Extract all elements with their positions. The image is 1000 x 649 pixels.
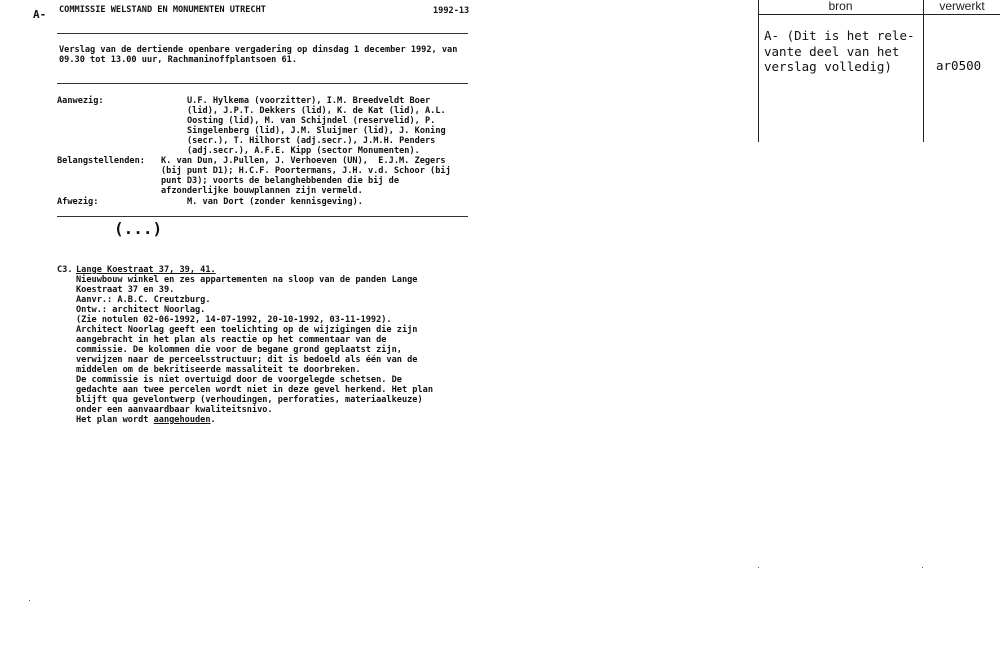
decision-prefix: Het plan wordt <box>76 415 154 425</box>
divider <box>57 83 468 84</box>
divider <box>57 216 468 217</box>
present-line: Oosting (lid), M. van Schijndel (reservelid), P. <box>187 116 436 126</box>
item-line: middelen om de bekritiseerde massaliteit te doorbreken. <box>76 365 361 375</box>
interested-line: punt D3); voorts de belanghebbenden die bij de <box>161 176 399 186</box>
present-label: Aanwezig: <box>57 96 104 106</box>
intro-line-1: Verslag van de dertiende openbare vergadering op dinsdag 1 december 1992, van <box>59 45 458 55</box>
margin-marker: A- <box>33 8 47 21</box>
item-line: aangebracht in het plan als reactie op het commentaar van de <box>76 335 387 345</box>
item-line: Ontw.: architect Noorlag. <box>76 305 206 315</box>
interested-label: Belangstellenden: <box>57 156 145 166</box>
source-note: A- (Dit is het rele- vante deel van het verslag volledig) <box>764 28 915 74</box>
table-border <box>758 14 1000 15</box>
source-column-header: bron <box>828 0 853 13</box>
header-code: 1992-13 <box>433 6 470 16</box>
scan-speck <box>758 567 759 568</box>
interested-line: K. van Dun, J.Pullen, J. Verhoeven (UN), E.J.M. Zegers <box>161 156 446 166</box>
item-line: Aanvr.: A.B.C. Creutzburg. <box>76 295 211 305</box>
item-line: onder een aanvaardbaar kwaliteitsnivo. <box>76 405 273 415</box>
source-table <box>758 0 1000 142</box>
intro-line-2: 09.30 tot 13.00 uur, Rachmaninoffplantsoen 61. <box>59 55 297 65</box>
decision-suffix: . <box>210 415 216 425</box>
item-title: Lange Koestraat 37, 39, 41. <box>76 265 216 275</box>
interested-line: (bij punt D1); H.C.F. Poortermans, J.H. v.d. Schoor (bij <box>161 166 451 176</box>
absent-label: Afwezig: <box>57 197 99 207</box>
item-line: verwijzen naar de perceelsstructuur; dit is bedoeld als één van de <box>76 355 418 365</box>
item-line: commissie. De kolommen die voor de begane grond geplaatst zijn, <box>76 345 402 355</box>
processed-column-header: verwerkt <box>939 0 985 13</box>
archive-code: ar0500 <box>936 58 982 73</box>
present-line: (adj.secr.), A.F.E. Kipp (sector Monumenten). <box>187 146 420 156</box>
decision-status: aangehouden <box>153 415 211 425</box>
interested-line: afzonderlijke bouwplannen zijn vermeld. <box>161 186 363 196</box>
header-title: COMMISSIE WELSTAND EN MONUMENTEN UTRECHT <box>59 5 266 15</box>
present-line: Singelenberg (lid), J.M. Sluijmer (lid), J. Koning <box>187 126 446 136</box>
scan-speck <box>922 567 923 568</box>
table-border <box>758 0 759 142</box>
table-border <box>923 0 924 142</box>
item-number: C3. <box>57 265 73 275</box>
item-line: Nieuwbouw winkel en zes appartementen na sloop van de panden Lange <box>76 275 418 285</box>
decision-line <box>76 415 216 425</box>
item-line: blijft qua gevelontwerp (verhoudingen, perforaties, materiaalkeuze) <box>76 395 423 405</box>
item-line: gedachte aan twee percelen wordt niet in deze gevel herkend. Het plan <box>76 385 433 395</box>
omission-marker: (...) <box>114 219 163 238</box>
scan-speck <box>29 600 30 601</box>
present-line: (secr.), T. Hilhorst (adj.secr.), J.M.H. Penders <box>187 136 436 146</box>
divider <box>57 33 468 34</box>
item-line: (Zie notulen 02-06-1992, 14-07-1992, 20-10-1992, 03-11-1992). <box>76 315 392 325</box>
item-line: Koestraat 37 en 39. <box>76 285 175 295</box>
present-line: (lid), J.P.T. Dekkers (lid), K. de Kat (lid), A.L. <box>187 106 446 116</box>
item-line: Architect Noorlag geeft een toelichting op de wijzigingen die zijn <box>76 325 418 335</box>
item-line: De commissie is niet overtuigd door de voorgelegde schetsen. De <box>76 375 402 385</box>
absent-text: M. van Dort (zonder kennisgeving). <box>187 197 363 207</box>
present-line: U.F. Hylkema (voorzitter), I.M. Breedveldt Boer <box>187 96 431 106</box>
